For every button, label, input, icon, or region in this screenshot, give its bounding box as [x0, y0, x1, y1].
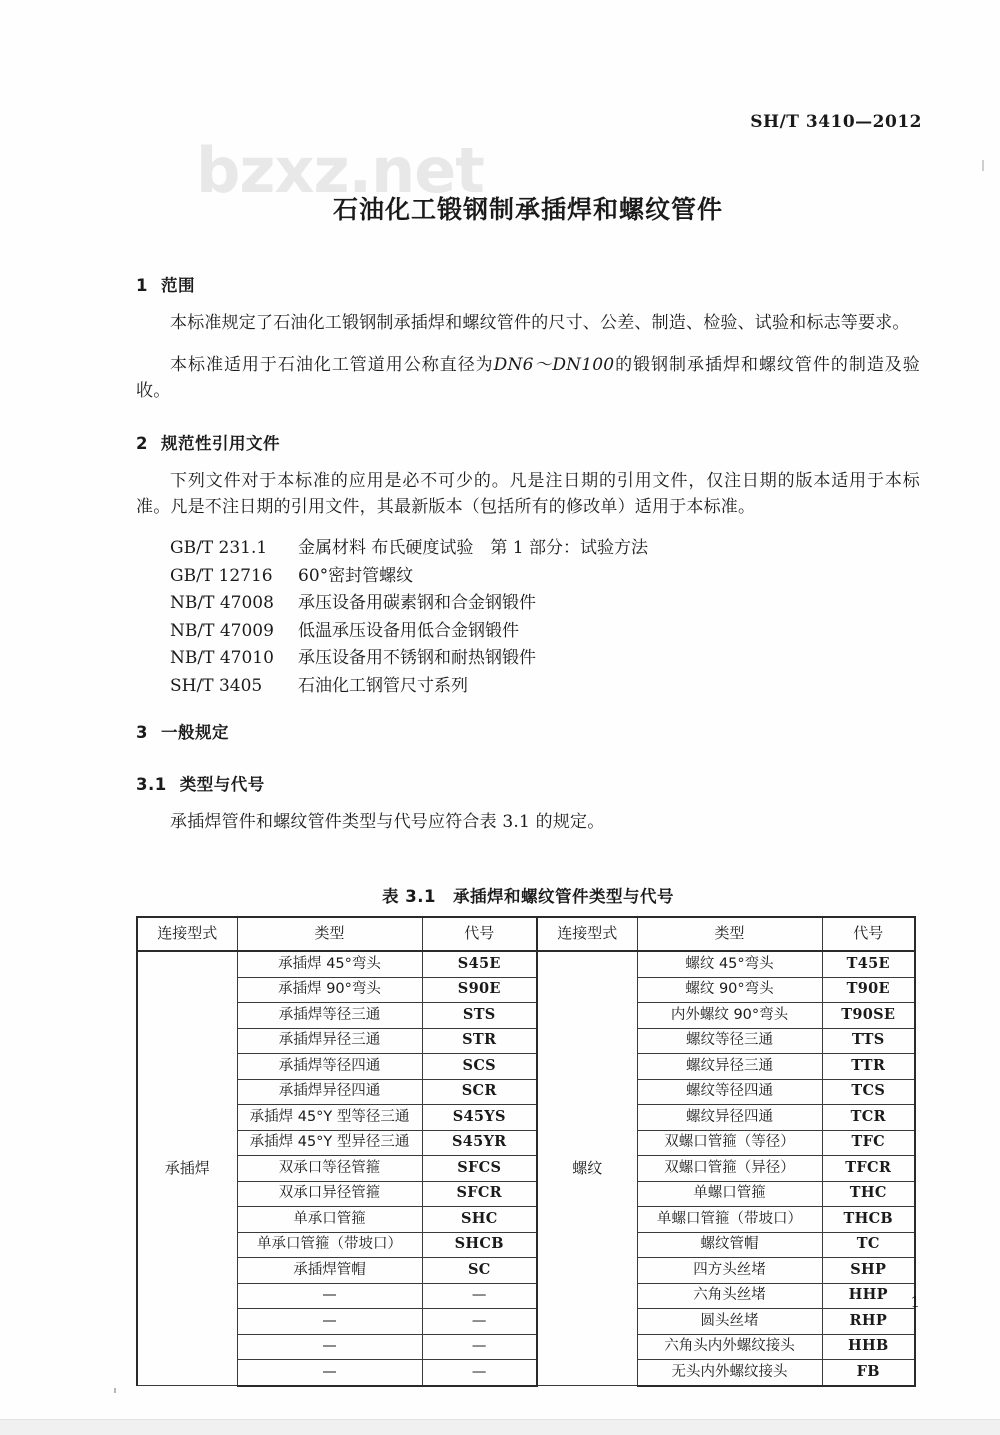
right-code-cell: HHP	[822, 1283, 915, 1309]
reference-title: 60°密封管螺纹	[298, 565, 414, 586]
scope-paragraph-1: 本标准规定了石油化工锻钢制承插焊和螺纹管件的尺寸、公差、制造、检验、试验和标志等要求。	[170, 313, 910, 333]
right-code-cell: THCB	[822, 1207, 915, 1233]
left-type-cell: 承插焊 45°弯头	[237, 951, 422, 977]
left-code-cell: S45YS	[422, 1105, 537, 1131]
list-item	[170, 646, 920, 672]
list-item	[170, 536, 920, 562]
section-label-1: 范围	[160, 276, 195, 295]
reference-code: SH/T 3405	[170, 675, 263, 696]
table-body	[137, 951, 915, 1386]
table-row	[137, 1334, 915, 1360]
reference-code: NB/T 47008	[170, 593, 274, 613]
table-row	[137, 977, 915, 1003]
scope-p2-part-b: 的锻钢制承插焊和螺纹管件的制造及验收。	[136, 355, 920, 401]
section-label-2: 规范性引用文件	[160, 434, 280, 453]
right-type-cell: 双螺口管箍（等径）	[637, 1130, 822, 1156]
right-code-cell: TC	[822, 1232, 915, 1258]
right-code-cell: T90E	[822, 977, 915, 1003]
left-code-cell: SC	[422, 1258, 537, 1284]
table-row	[137, 951, 915, 977]
table-row	[137, 1360, 915, 1386]
right-code-cell: THC	[822, 1181, 915, 1207]
left-type-cell: 单承口管箍	[237, 1207, 422, 1233]
right-code-cell: SHP	[822, 1258, 915, 1284]
right-code-cell: TCR	[822, 1105, 915, 1131]
standard-number-header: SH/T 3410—2012	[750, 112, 922, 132]
table-row	[137, 1079, 915, 1105]
table-row	[137, 1105, 915, 1131]
right-code-cell: T45E	[822, 951, 915, 977]
section-number-2: 2	[136, 434, 148, 453]
page-bottom-band	[0, 1419, 1000, 1435]
table-row	[137, 1309, 915, 1335]
left-code-cell: SHC	[422, 1207, 537, 1233]
right-code-cell: RHP	[822, 1309, 915, 1335]
table-caption: 表 3.1 承插焊和螺纹管件类型与代号	[382, 887, 674, 906]
page-title: 石油化工锻钢制承插焊和螺纹管件	[332, 195, 723, 224]
left-group-label: 承插焊	[137, 951, 237, 1386]
right-type-cell: 四方头丝堵	[637, 1258, 822, 1284]
reference-code: GB/T 12716	[170, 565, 273, 586]
right-type-cell: 螺纹等径四通	[637, 1079, 822, 1105]
document-body	[136, 190, 920, 1387]
scope-p2-dn-range: DN6～DN100	[493, 355, 615, 375]
scan-artifact-bottom	[114, 1388, 116, 1393]
right-code-cell: HHB	[822, 1334, 915, 1360]
left-code-cell: S45YR	[422, 1130, 537, 1156]
section-label-3: 一般规定	[160, 723, 229, 742]
right-code-cell: FB	[822, 1360, 915, 1386]
right-type-cell: 六角头丝堵	[637, 1283, 822, 1309]
scope-p2-part-a: 本标准适用于石油化工管道用公称直径为	[170, 355, 494, 375]
left-type-cell: 承插焊等径三通	[237, 1003, 422, 1029]
right-type-cell: 单螺口管箍（带坡口）	[637, 1207, 822, 1233]
left-code-cell: SCS	[422, 1054, 537, 1080]
left-code-cell: —	[422, 1334, 537, 1360]
left-type-cell: 承插焊 45°Y 型异径三通	[237, 1130, 422, 1156]
left-type-cell: —	[237, 1283, 422, 1309]
right-type-cell: 单螺口管箍	[637, 1181, 822, 1207]
right-type-cell: 双螺口管箍（异径）	[637, 1156, 822, 1182]
left-type-cell: —	[237, 1360, 422, 1386]
left-type-cell: —	[237, 1334, 422, 1360]
section-number-3-1: 3.1	[136, 775, 167, 794]
reference-code: GB/T 231.1	[170, 538, 268, 558]
table-header-row	[137, 917, 915, 951]
scope-paragraph-2	[136, 352, 920, 404]
reference-code: NB/T 47009	[170, 620, 274, 641]
right-type-cell: 无头内外螺纹接头	[637, 1360, 822, 1386]
section-number-3: 3	[136, 723, 148, 742]
section-heading-types-and-codes	[136, 771, 920, 795]
table-row	[137, 1028, 915, 1054]
left-type-cell: 承插焊管帽	[237, 1258, 422, 1284]
table-row	[137, 1003, 915, 1029]
column-header: 代号	[422, 917, 537, 951]
list-item	[170, 674, 920, 700]
right-type-cell: 圆头丝堵	[637, 1309, 822, 1335]
right-code-cell: TCS	[822, 1079, 915, 1105]
left-type-cell: 承插焊异径四通	[237, 1079, 422, 1105]
right-code-cell: T90SE	[822, 1003, 915, 1029]
page-number: 1	[910, 1293, 920, 1311]
right-type-cell: 内外螺纹 90°弯头	[637, 1003, 822, 1029]
column-header: 类型	[637, 917, 822, 951]
table-row	[137, 1130, 915, 1156]
reference-code: NB/T 47010	[170, 648, 274, 668]
right-type-cell: 螺纹等径三通	[637, 1028, 822, 1054]
left-type-cell: 承插焊 90°弯头	[237, 977, 422, 1003]
reference-title: 承压设备用不锈钢和耐热钢锻件	[298, 648, 536, 668]
table-row	[137, 1232, 915, 1258]
list-item	[170, 619, 920, 645]
left-code-cell: —	[422, 1309, 537, 1335]
table-row	[137, 1283, 915, 1309]
left-code-cell: SFCR	[422, 1181, 537, 1207]
types-and-codes-paragraph: 承插焊管件和螺纹管件类型与代号应符合表 3.1 的规定。	[170, 812, 605, 832]
right-code-cell: TFC	[822, 1130, 915, 1156]
section-heading-references	[136, 430, 920, 454]
reference-title: 承压设备用碳素钢和合金钢锻件	[298, 593, 536, 613]
reference-list	[136, 536, 920, 699]
watermark: bzxz.net	[196, 134, 484, 207]
column-header: 连接型式	[537, 917, 637, 951]
left-code-cell: SHCB	[422, 1232, 537, 1258]
reference-title: 低温承压设备用低合金钢锻件	[298, 620, 519, 641]
fitting-types-table	[136, 916, 916, 1387]
column-header: 代号	[822, 917, 915, 951]
left-type-cell: 承插焊 45°Y 型等径三通	[237, 1105, 422, 1131]
left-code-cell: STR	[422, 1028, 537, 1054]
right-type-cell: 螺纹异径三通	[637, 1054, 822, 1080]
references-paragraph: 下列文件对于本标准的应用是必不可少的。凡是注日期的引用文件，仅注日期的版本适用于本标准。凡是不注日期的引用文件，其最新版本（包括所有的修改单）适用于本标准。	[136, 471, 920, 517]
table-row	[137, 1156, 915, 1182]
right-type-cell: 螺纹 45°弯头	[637, 951, 822, 977]
left-code-cell: S45E	[422, 951, 537, 977]
table-row	[137, 1258, 915, 1284]
left-type-cell: 双承口等径管箍	[237, 1156, 422, 1182]
left-type-cell: 承插焊异径三通	[237, 1028, 422, 1054]
section-heading-general	[136, 719, 920, 743]
left-code-cell: —	[422, 1283, 537, 1309]
list-item	[170, 591, 920, 617]
left-type-cell: —	[237, 1309, 422, 1335]
right-code-cell: TFCR	[822, 1156, 915, 1182]
table-row	[137, 1181, 915, 1207]
section-number-1: 1	[136, 276, 148, 295]
left-code-cell: SFCS	[422, 1156, 537, 1182]
left-code-cell: STS	[422, 1003, 537, 1029]
right-type-cell: 螺纹异径四通	[637, 1105, 822, 1131]
list-item	[170, 564, 920, 590]
table-row	[137, 1054, 915, 1080]
right-group-label: 螺纹	[537, 951, 637, 1386]
right-code-cell: TTS	[822, 1028, 915, 1054]
left-code-cell: —	[422, 1360, 537, 1386]
left-type-cell: 承插焊等径四通	[237, 1054, 422, 1080]
left-type-cell: 双承口异径管箍	[237, 1181, 422, 1207]
right-code-cell: TTR	[822, 1054, 915, 1080]
table-row	[137, 1207, 915, 1233]
column-header: 连接型式	[137, 917, 237, 951]
right-type-cell: 六角头内外螺纹接头	[637, 1334, 822, 1360]
left-code-cell: S90E	[422, 977, 537, 1003]
section-heading-scope	[136, 272, 920, 296]
right-type-cell: 螺纹管帽	[637, 1232, 822, 1258]
column-header: 类型	[237, 917, 422, 951]
reference-title: 金属材料 布氏硬度试验 第 1 部分：试验方法	[298, 538, 649, 558]
reference-title: 石油化工钢管尺寸系列	[298, 675, 468, 696]
right-type-cell: 螺纹 90°弯头	[637, 977, 822, 1003]
left-code-cell: SCR	[422, 1079, 537, 1105]
section-label-3-1: 类型与代号	[179, 775, 265, 794]
left-type-cell: 单承口管箍（带坡口）	[237, 1232, 422, 1258]
scan-artifact-right	[982, 160, 984, 171]
